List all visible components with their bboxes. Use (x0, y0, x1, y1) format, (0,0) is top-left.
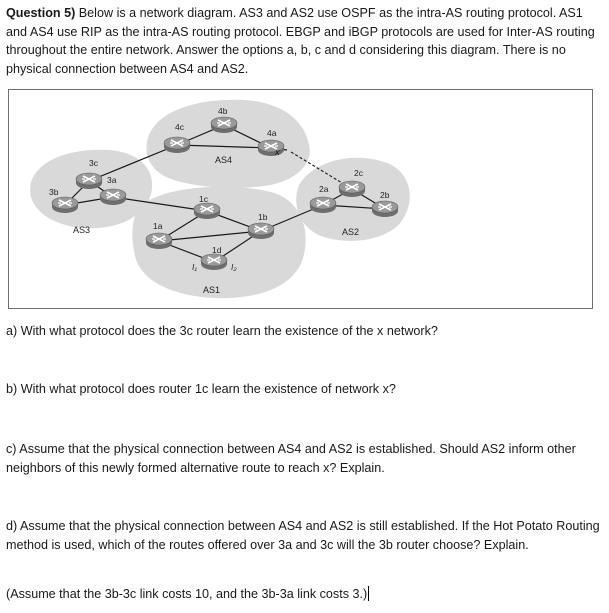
router-3c-icon (76, 173, 102, 189)
router-2a-icon (310, 197, 336, 213)
network-diagram-svg (9, 90, 594, 310)
part-c-text: c) Assume that the physical connection between AS4 and AS2 is established. Should AS2 inform other neighbors of this newly formed alternative route to reach x? Explain. (6, 442, 576, 475)
router-4c-icon (164, 137, 190, 153)
label-i2: I₂ (231, 262, 237, 272)
label-i1: I₁ (192, 262, 198, 272)
router-4b-icon (211, 117, 237, 133)
router-3a-icon (100, 189, 126, 205)
label-4b: 4b (218, 106, 228, 116)
router-1a-icon (146, 233, 172, 249)
label-2a: 2a (319, 184, 329, 194)
router-1b-icon (248, 223, 274, 239)
as1-label: AS1 (203, 285, 221, 295)
label-1c: 1c (199, 194, 208, 204)
router-2b-icon (372, 201, 398, 217)
question-label: Question 5) (6, 6, 76, 20)
label-1d: 1d (212, 245, 222, 255)
label-1a: 1a (153, 221, 163, 231)
router-2c-icon (339, 181, 365, 197)
router-1d-icon (201, 254, 227, 270)
part-a-text: a) With what protocol does the 3c router learn the existence of the x network? (6, 324, 438, 338)
as3-label: AS3 (73, 225, 91, 235)
part-note-line[interactable] (6, 585, 604, 604)
router-1c-icon (194, 203, 220, 219)
part-b-text: b) With what protocol does router 1c learn the existence of network x? (6, 382, 396, 396)
question-body: Below is a network diagram. AS3 and AS2 use OSPF as the intra-AS routing protocol. AS1 and AS4 use RIP as the intra-AS routing protocol. EBGP and iBGP protocols are used for Inter-AS routing throughout the entire network. Answer the options a, b, c and d considering this diagram. There is no physical connection between AS4 and AS2. (6, 6, 595, 76)
router-4a-icon (258, 140, 284, 156)
router-3b-icon (52, 197, 78, 213)
part-d-text: d) Assume that the physical connection between AS4 and AS2 is still established. If the Hot Potato Routing method is used, which of the routes offered over 3a and 3c will the 3b router choose? Explain. (6, 519, 600, 552)
part-note-text: (Assume that the 3b-3c link costs 10, and the 3b-3a link costs 3.) (6, 587, 368, 601)
as2-label: AS2 (342, 227, 360, 237)
as4-label: AS4 (215, 155, 233, 165)
text-cursor (368, 586, 369, 601)
label-4a: 4a (267, 128, 277, 138)
label-3a: 3a (107, 175, 117, 185)
label-2c: 2c (354, 168, 363, 178)
label-3b: 3b (49, 187, 59, 197)
label-4c: 4c (175, 122, 184, 132)
network-diagram (8, 89, 593, 309)
label-2b: 2b (380, 190, 390, 200)
label-3c: 3c (89, 158, 98, 168)
network-x-label: x (275, 147, 280, 158)
question-text (6, 4, 604, 78)
label-1b: 1b (258, 212, 268, 222)
